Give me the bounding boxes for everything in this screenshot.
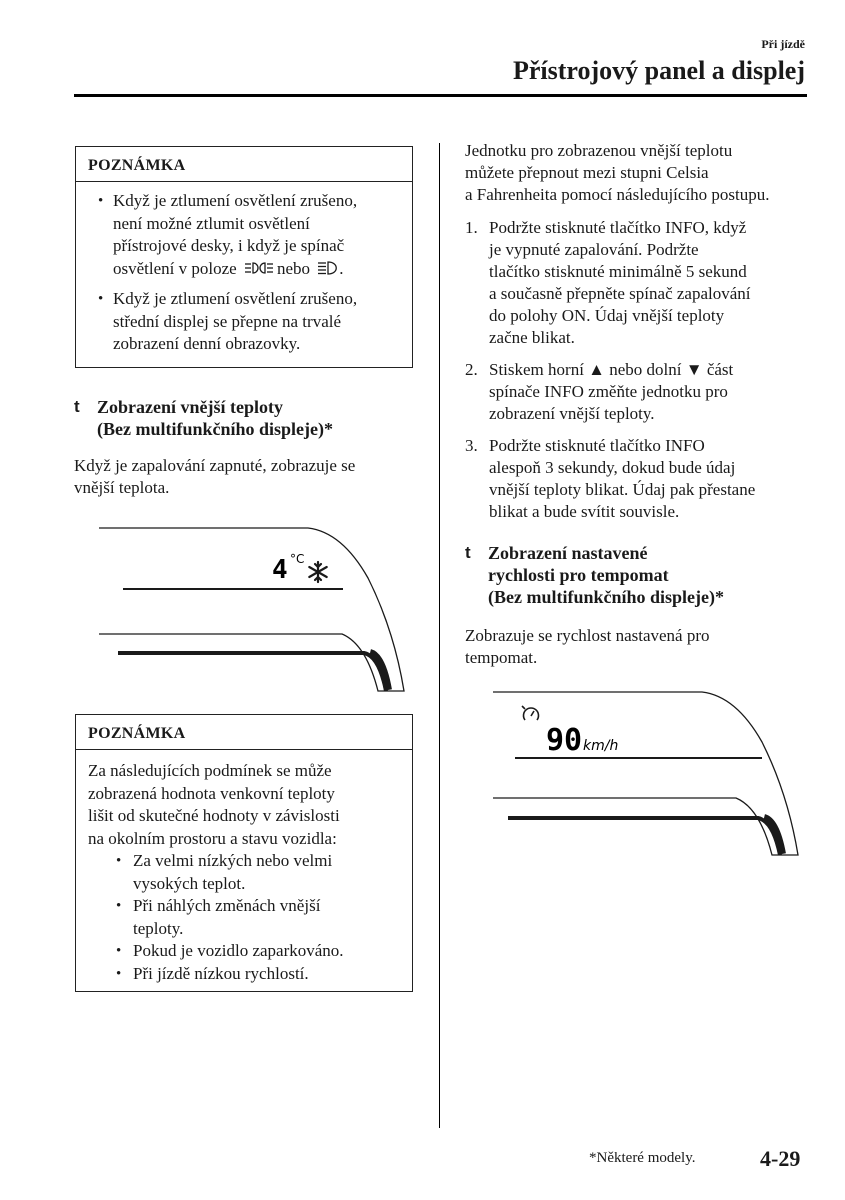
footnote: *Některé modely.	[589, 1150, 696, 1166]
temperature-unit: °C	[290, 552, 305, 566]
note-bullet: • Za velmi nízkých nebo velmi vysokých teplot.	[76, 850, 400, 895]
headlights-icon	[317, 261, 339, 275]
step-item: 1. Podržte stisknuté tlačítko INFO, když je vypnuté zapalování. Podržte tlačítko stisknuté minimálně 5 sekund a současně přepněte spínač zapalování do polohy ON. Údaj vnější teploty začne blikat.	[465, 218, 751, 347]
paragraph-unit-switch: Jednotku pro zobrazenou vnější teplotu můžete přepnout mezi stupni Celsia a Fahrenheita pomocí následujícího postupu.	[465, 141, 770, 204]
column-divider	[439, 143, 440, 1128]
parking-lights-icon	[244, 261, 274, 275]
note-bullet: • Pokud je vozidlo zaparkováno.	[76, 940, 400, 963]
section-label: Při jízdě	[761, 37, 805, 51]
steps-list	[465, 217, 810, 533]
heading-cruise-speed: t Zobrazení nastavené rychlosti pro tempomat (Bez multifunkčního displeje)*	[465, 543, 725, 607]
cruise-display-illustration	[490, 690, 802, 858]
step-item: 2. Stiskem horní ▲ nebo dolní ▼ část spínače INFO změňte jednotku pro zobrazení vnější teploty.	[465, 360, 734, 423]
temperature-value: 4	[272, 555, 288, 585]
step-item: 3. Podržte stisknuté tlačítko INFO alespoň 3 sekundy, dokud bude údaj vnější teploty blikat. Údaj pak přestane blikat a bude svítit souvisle.	[465, 436, 756, 521]
note-title: POZNÁMKA	[76, 147, 412, 182]
note-bullet: • Když je ztlumení osvětlení zrušeno, není možné ztlumit osvětlení přístrojové desky, i když je spínač osvětlení v poloze nebo .	[88, 190, 400, 280]
heading-outside-temperature: t Zobrazení vnější teploty (Bez multifunkčního displeje)*	[74, 397, 334, 439]
header-rule	[74, 94, 807, 97]
heading-marker: t	[465, 543, 471, 562]
paragraph-temperature: Když je zapalování zapnuté, zobrazuje se vnější teplota.	[74, 456, 356, 497]
note-bullet: • Když je ztlumení osvětlení zrušeno, střední displej se přepne na trvalé zobrazení denní obrazovky.	[88, 288, 400, 356]
note-bullet: • Při jízdě nízkou rychlostí.	[76, 963, 400, 986]
heading-marker: t	[74, 397, 80, 416]
cruise-speed-unit: km/h	[583, 738, 619, 754]
note-box-dimming	[75, 146, 413, 368]
cruise-speed-value: 90	[546, 723, 583, 758]
page-number: 4-29	[760, 1146, 801, 1171]
page-title: Přístrojový panel a displej	[512, 56, 805, 85]
temperature-display-illustration	[96, 526, 408, 694]
note-bullet: • Při náhlých změnách vnější teploty.	[76, 895, 400, 940]
cruise-control-icon	[522, 706, 539, 720]
note-box-temperature: POZNÁMKA Za následujících podmínek se může zobrazená hodnota venkovní teploty lišit od skutečné hodnoty v závislosti na okolním prostoru a stavu vozidla: • Za velmi nízkých nebo velmi vysokých teplot. • Při náhlých změnách vnější teploty. • Pokud je vozidlo zaparkováno. • Při jízdě nízkou rychlostí.	[75, 714, 413, 992]
paragraph-cruise: Zobrazuje se rychlost nastavená pro tempomat.	[465, 626, 710, 667]
snowflake-icon	[309, 562, 326, 582]
note-title: POZNÁMKA	[76, 715, 412, 750]
